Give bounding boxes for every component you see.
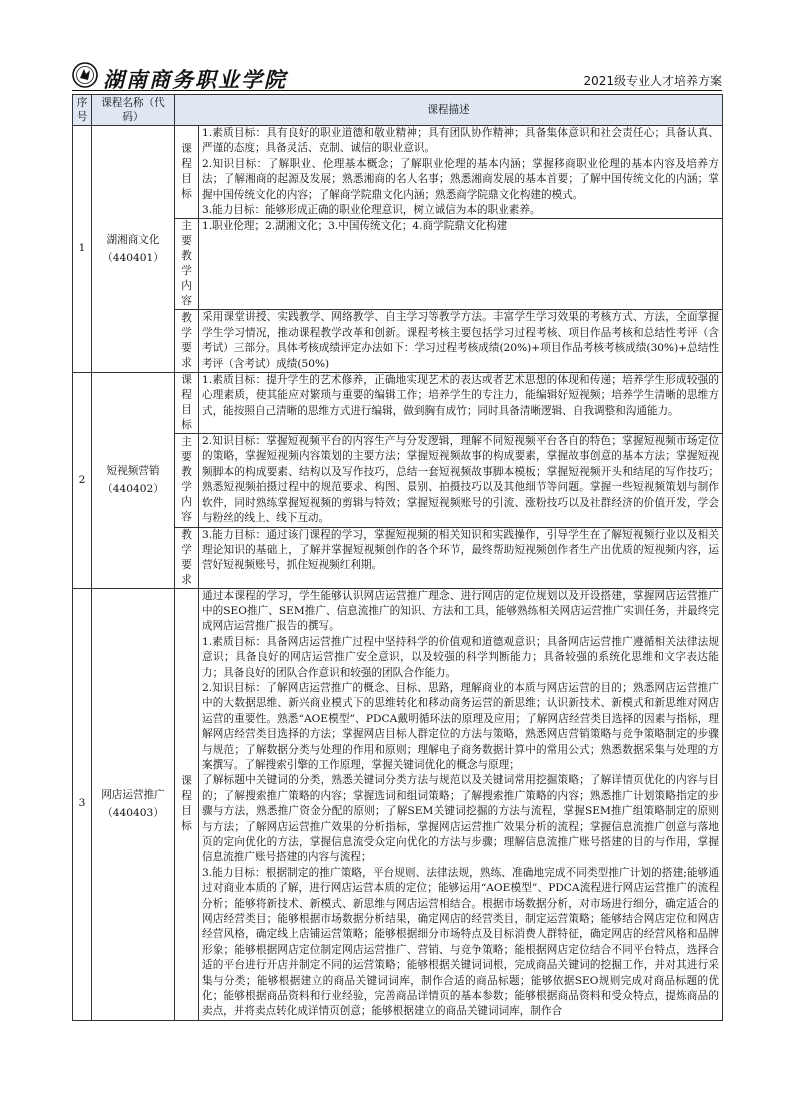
section-description	[199, 434, 723, 527]
section-label: 教学 要求	[175, 310, 199, 373]
plan-title: 2021级专业人才培养方案	[583, 74, 722, 88]
description-paragraph: 2.知识目标：了解网店运营推广的概念、目标、思路，理解商业的本质与网店运营的目的；熟悉网店运营推广中的大数据思维、新兴商业模式下的思维转化和移动商务运营的新思维；认识新技术、新模式和新思维对网店运营的重要性。熟悉“AOE模型”、PDCA戴明循环法的原理及应用；了解网店经营类目选择的因素与指标，理解网店经营类目选择的方法；掌握网店目标人群定位的方法与策略，熟悉网店营销策略与竞争策略制定的步骤与规范；了解数据分类与处理的作用和原则；理解电子商务数据计算中的常用公式；熟悉数据采集与处理的方案撰写。了解搜索引擎的工作原理，掌握关键词优化的概念与原理；	[202, 681, 719, 771]
header-desc: 课程描述	[175, 95, 723, 126]
section-description	[199, 310, 723, 373]
header-no: 序号	[73, 95, 92, 126]
course-name: 湖湘商文化	[106, 234, 160, 247]
section-description	[199, 588, 723, 1020]
school-name: 湖南商务职业学院	[103, 67, 287, 92]
description-paragraph: 通过本课程的学习，学生能够认识网店运营推广理念、进行网店的定位规划以及开设搭建，掌握网店运营推广中的SEO推广、SEM推广、信息流推广的知识、方法和工具，能够熟练相关网店运营推广实训任务，并最终完成网店运营推广报告的撰写。	[202, 589, 719, 633]
table-header-row	[73, 95, 723, 126]
section-label: 课程 目标	[175, 126, 199, 219]
description-paragraph: 1.职业伦理；2.湖湘文化；3.中国传统文化；4.商学院鼎文化构建	[202, 220, 508, 233]
course-name: 网店运营推广	[101, 789, 165, 802]
table-row	[73, 126, 723, 219]
description-paragraph: 2.知识目标：掌握短视频平台的内容生产与分发逻辑，理解不同短视频平台各自的特色；掌握短视频市场定位的策略，掌握短视频内容策划的主要方法；掌握短视频故事的构成要素，掌握故事创意的基本方法；掌握短视频脚本的构成要素、结构以及写作技巧，总结一套短视频故事脚本模板；掌握短视频开头和结尾的写作技巧；熟悉短视频拍摄过程中的规范要求、构图、景别、拍摄技巧以及其他细节等问题。掌握一些短视频策划与制作软件，同时熟练掌握短视频的剪辑与特效；掌握短视频账号的引流、涨粉技巧以及社群经济的价值开发，学会与粉丝的线上、线下互动。	[202, 435, 719, 525]
description-paragraph: 3.能力目标：通过该门课程的学习，掌握短视频的相关知识和实践操作，引导学生在了解短视频行业以及相关理论知识的基础上，了解并掌握短视频创作的各个环节，最终帮助短视频创作者生产出优质的短视频内容，运营好短视频账号，抓住短视频红利期。	[202, 528, 719, 572]
table-row	[73, 588, 723, 1020]
description-paragraph: 1.素质目标：具备网店运营推广过程中坚持科学的价值观和道德观意识；具备网店运营推广遵循相关法律法规意识；具备良好的网店运营推广安全意识，以及较强的科学判断能力；具备较强的系统化思维和文字表达能力；具备良好的团队合作意识和较强的团队合作能力。	[202, 635, 719, 679]
course-code: （440401）	[102, 252, 164, 265]
description-paragraph: 1.素质目标：提升学生的艺术修养，正确地实现艺术的表达或者艺术思想的体现和传递；培养学生形成较强的心理素质，使其能应对繁琐与重要的编辑工作；培养学生的专注力，能编辑好短视频；培养学生清晰的思维方式，能按照自己清晰的思维方式进行编辑，做到胸有成竹；同时具备清晰逻辑、自我调整和沟通能力。	[202, 374, 719, 417]
section-label: 课程 目标	[175, 588, 199, 1020]
course-code: （440403）	[102, 807, 164, 820]
school-logo-icon	[72, 62, 98, 88]
description-paragraph: 3.能力目标：根据制定的推广策略，平台规则、法律法规，熟练、准确地完成不同类型推广计划的搭建;能够通过对商业本质的了解，进行网店运营本质的定位；能够运用“AOE模型”、PDCA流程进行网店运营推广的流程分析；能够将新技术、新模式、新思维与网店运营相结合。根据市场数据分析，对市场进行细分，确定适合的网店经营类目；能够根据市场数据分析结果，确定网店的经营类目，制定运营策略；能够结合网店定位和网店经营风格，确定线上店铺运营策略；能够根据细分市场特点及目标消费人群特征，确定网店的经营风格和品牌形象；能够根据网店定位制定网店运营推广、营销、与竞争策略；能根据网店定位结合不同平台特点，选择合适的平台进行开店并制定不同的运营策略；能够根据关键词词根，完成商品关键词的挖掘工作，并对其进行采集与分类；能够根据建立的商品关键词词库，制作合适的商品标题；能够依据SEO规则完成对商品标题的优化；能够根据商品资料和行业经验，完善商品详情页的基本参数；能够根据商品资料和受众特点，提炼商品的卖点，并将卖点转化成详情页创意；能够根据建立的商品关键词词库，制作合	[202, 866, 719, 1018]
header-name: 课程名称（代码）	[92, 95, 175, 126]
course-name-cell	[92, 588, 175, 1020]
header-rule	[72, 90, 722, 91]
course-name-cell	[92, 126, 175, 373]
section-description	[199, 219, 723, 310]
row-number: 2	[73, 373, 92, 588]
description-paragraph: 了解标题中关键词的分类，熟悉关键词分类方法与规范以及关键词常用挖掘策略；了解详情页优化的内容与目的；了解搜索推广策略的内容；掌握选词和组词策略；了解搜索推广策略的内容；熟悉推广计划策略指定的步骤与方法，熟悉推广资金分配的原则；了解SEM关键词挖掘的方法与流程，掌握SEM推广组策略制定的原则与方法；了解网店运营推广效果的分析指标，掌握网店运营推广效果分析的流程；掌握信息流推广创意与落地页的定向优化的方法，掌握信息流受众定向优化的方法与步骤；理解信息流推广账号搭建的目的与作用，掌握信息流推广账号搭建的内容与流程；	[202, 774, 719, 864]
section-label: 教学 要求	[175, 527, 199, 588]
course-code: （440402）	[102, 483, 164, 496]
course-table	[72, 94, 723, 1021]
description-paragraph: 1.素质目标：具有良好的职业道德和敬业精神；具有团队协作精神；具备集体意识和社会责任心；具备认真、严谨的态度；具备灵活、克制、诚信的职业意识。	[202, 127, 719, 155]
section-description	[199, 373, 723, 434]
section-description	[199, 126, 723, 219]
section-label: 主要 教学 内容	[175, 219, 199, 310]
row-number: 3	[73, 588, 92, 1020]
course-name: 短视频营销	[106, 465, 160, 478]
course-name-cell	[92, 373, 175, 588]
section-description	[199, 527, 723, 588]
description-paragraph: 3.能力目标：能够形成正确的职业伦理意识，树立诚信为本的职业素养。	[202, 204, 541, 217]
row-number: 1	[73, 126, 92, 373]
section-label: 课程 目标	[175, 373, 199, 434]
description-paragraph: 2.知识目标：了解职业、伦理基本概念；了解职业伦理的基本内涵；掌握移商职业伦理的基本内容及培养方法；了解湘商的起源及发展；熟悉湘商的名人名事；熟悉湘商发展的基本首要；了解中国传统文化的内涵；掌握中国传统文化的内容；了解商学院鼎文化内涵；熟悉商学院鼎文化构建的模式。	[202, 157, 719, 201]
section-label: 主要 教学 内容	[175, 434, 199, 527]
description-paragraph: 采用课堂讲授、实践教学、网络教学、自主学习等教学方法。丰富学生学习效果的考核方式、方法，全面掌握学生学习情况，推动课程教学改革和创新。课程考核主要包括学习过程考核、项目作品考核和总结性考评（含考试）三部分。具体考核成绩评定办法如下：学习过程考核成绩(20%)+项目作品考核考核成绩(30%)+总结性考评（含考试）成绩(50%)	[202, 311, 719, 370]
table-row	[73, 373, 723, 434]
